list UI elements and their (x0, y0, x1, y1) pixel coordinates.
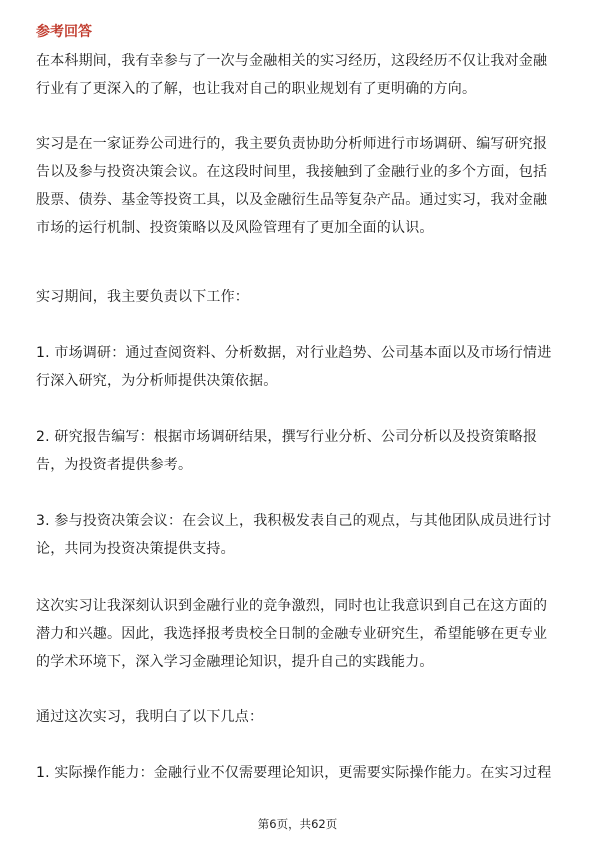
paragraph-duties-intro: 实习期间，我主要负责以下工作： (36, 289, 249, 305)
list-item-market-research: 1. 市场调研：通过查阅资料、分析数据，对行业趋势、公司基本面以及市场行情进行深入研究，为分析师提供决策依据。 (36, 345, 552, 389)
answer-heading: 参考回答 (36, 24, 92, 40)
page-number-footer: 第6页，共62页 (257, 817, 338, 831)
paragraph-intro: 在本科期间，我有幸参与了一次与金融相关的实习经历，这段经历不仅让我对金融行业有了更深入的了解，也让我对自己的职业规划有了更明确的方向。 (36, 53, 548, 97)
paragraph-internship: 实习是在一家证券公司进行的，我主要负责协助分析师进行市场调研、编写研究报告以及参与投资决策会议。在这段时间里，我接触到了金融行业的多个方面，包括股票、债券、基金等投资工具，以及金融衍生品等复杂产品。通过实习，我对金融市场的运行机制、投资策略以及风险管理有了更加全面的认识。 (36, 136, 548, 236)
paragraph-reflection: 这次实习让我深刻认识到金融行业的竞争激烈，同时也让我意识到自己在这方面的潜力和兴趣。因此，我选择报考贵校全日制的金融专业研究生，希望能够在更专业的学术环境下，深入学习金融理论知识，提升自己的实践能力。 (36, 598, 548, 670)
list-item-practical-ability: 1. 实际操作能力：金融行业不仅需要理论知识，更需要实际操作能力。在实习过程 (36, 765, 552, 781)
list-item-decision-meeting: 3. 参与投资决策会议：在会议上，我积极发表自己的观点，与其他团队成员进行讨论，共同为投资决策提供支持。 (36, 513, 552, 557)
paragraph-lessons-intro: 通过这次实习，我明白了以下几点： (36, 709, 264, 725)
list-item-report-writing: 2. 研究报告编写：根据市场调研结果，撰写行业分析、公司分析以及投资策略报告，为投资者提供参考。 (36, 429, 538, 473)
